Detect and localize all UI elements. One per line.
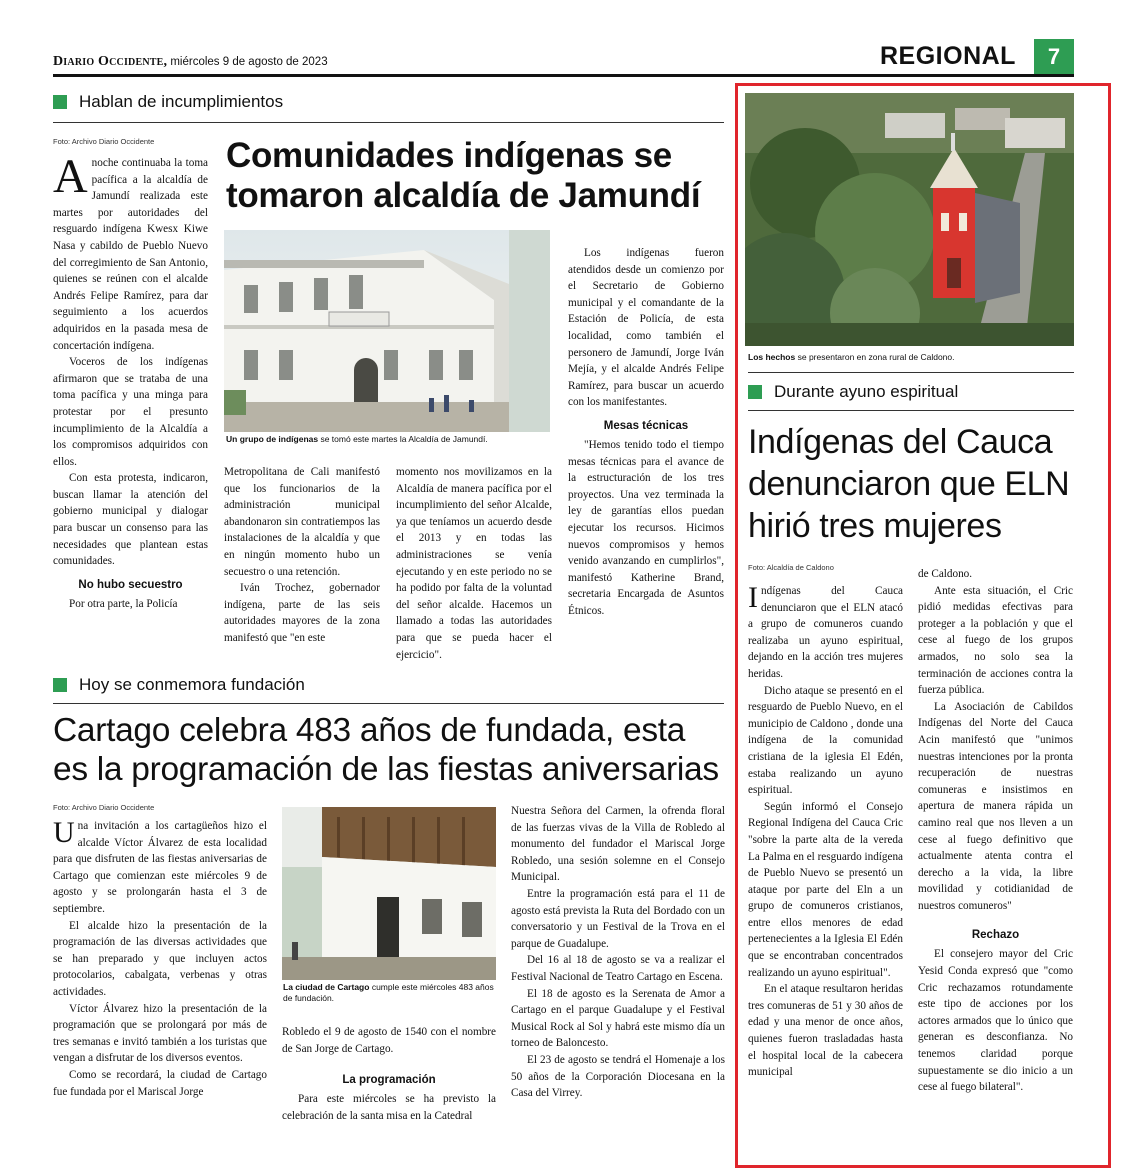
kicker-rule	[748, 372, 1074, 373]
body-text: noche continuaba la toma pacífica a la alcaldía de Jamundí realizada este martes por autoridades del resguardo indígena Kwesx Kiwe Nasa y cabildo de Pueblo Nuevo del corregimiento de San Antonio, quienes se reúnen con el alcalde Andrés Felipe Ramírez, para dar seguimiento a los acuerdos adquiridos en la pasada mesa de concertación indígena.	[53, 157, 208, 352]
body-text: Para este miércoles se ha previsto la celebración de la santa misa en la Catedral	[282, 1093, 496, 1122]
photo-caption	[226, 434, 556, 445]
page-number-badge: 7	[1034, 39, 1074, 74]
drop-cap: U	[53, 816, 75, 849]
section-title: REGIONAL	[880, 42, 1016, 70]
body-text: Entre la programación está para el 11 de agosto está prevista la Ruta del Bordado con un conversatorio y un Festival de la Trova en el parque de Guadalupe.	[511, 887, 725, 950]
green-square-icon	[748, 385, 762, 399]
kicker-rule	[53, 122, 724, 123]
kicker-rule	[53, 703, 724, 704]
body-text: El 23 de agosto se tendrá el Homenaje a los 50 años de la Corporación Diocesana en la Casa del Virrey.	[511, 1053, 725, 1100]
kicker-text: Hoy se conmemora fundación	[79, 675, 305, 694]
subheading: La programación	[342, 1074, 436, 1087]
caption-lead: La ciudad de Cartago	[283, 982, 370, 992]
article1-col4	[568, 245, 724, 619]
green-square-icon	[53, 678, 67, 692]
article2-headline	[53, 712, 733, 789]
body-text: Metropolitana de Cali manifestó que los funcionarios de la administración municipal abandonaron sin contratiempos las instalaciones de la alcaldía y que en ningún momento hubo un secuestro o una retención.	[224, 466, 380, 578]
body-text: Del 16 al 18 de agosto se va a realizar el Festival Nacional de Teatro Cartago en Escena.	[511, 954, 725, 983]
body-text: Como se recordará, la ciudad de Cartago fue fundada por el Mariscal Jorge	[53, 1068, 267, 1098]
photo-credit: Foto: Alcaldía de Caldono	[748, 563, 834, 572]
article3-headline	[748, 421, 1088, 547]
green-square-icon	[53, 95, 67, 109]
drop-cap: A	[53, 150, 88, 203]
body-text: Voceros de los indígenas afirmaron que se trataba de una toma pacífica y una minga para protestar por el presunto incumplimiento de la Alcaldía a los compromisos adquiridos con ellos.	[53, 356, 208, 468]
body-text: "Hemos tenido todo el tiempo mesas técnicas para el avance de la estructuración de los tres proyectos. Una vez terminada la ley de garantías ellos puedan ejecutar los recursos. Hicimos nuevos compromisos y hemos venido avanzando en cumplirlos", manifestó Katherine Brand, secretaria Encargada de Asuntos Étnicos.	[568, 438, 724, 617]
newspaper-brand: Diario Occidente,	[53, 54, 168, 69]
headline-line: hirió tres mujeres	[748, 507, 1002, 545]
photo-credit: Foto: Archivo Diario Occidente	[53, 803, 155, 812]
kicker-rule	[748, 410, 1074, 411]
issue-date: miércoles 9 de agosto de 2023	[170, 56, 328, 68]
photo-credit: Foto: Archivo Diario Occidente	[53, 137, 155, 146]
body-text: Iván Trochez, gobernador indígena, parte de las seis autoridades mayores de la zona manifestó que "en este	[224, 582, 380, 644]
kicker-text: Durante ayuno espiritual	[774, 382, 959, 401]
cartago-street-photo	[282, 807, 496, 980]
article2-col3	[511, 803, 725, 1102]
article3-kicker	[748, 382, 958, 402]
headline-line: denunciaron que ELN	[748, 465, 1070, 503]
body-text: El 18 de agosto es la Serenata de Amor a Cartago en el parque Guadalupe y el Festival Musical Rock al Sol y habrá este mismo día un torneo de Baloncesto.	[511, 987, 725, 1050]
jamundi-alcaldia-photo	[224, 230, 550, 432]
body-text: Víctor Álvarez hizo la presentación de la programación que se prolongará por más de tres semanas e invitó también a los turistas que vengan a disfrutar de los diversos eventos.	[53, 1002, 267, 1065]
caption-lead: Un grupo de indígenas	[226, 434, 319, 444]
article2-col2	[282, 1024, 496, 1124]
body-text: Dicho ataque se presentó en el resguardo de Pueblo Nuevo, en el municipio de Caldono , donde una indígena de la comunidad cristiana de la iglesia El Edén, estaba realizando un ayuno espiritual.	[748, 684, 903, 797]
article3-col2	[918, 566, 1073, 1096]
caption-text: se tomó este martes la Alcaldía de Jamundí.	[320, 434, 488, 444]
headline-line: Comunidades indígenas se	[226, 136, 672, 175]
caption-text: se presentaron en zona rural de Caldono.	[797, 352, 955, 362]
body-text: ndígenas del Cauca denunciaron que el ELN atacó a grupo de comuneros cuando realizaba un ayuno espiritual, dejando en la acción tres mujeres heridas.	[748, 585, 903, 680]
photo-caption	[748, 352, 1078, 363]
caldono-church-photo	[745, 93, 1074, 346]
headline-line: tomaron alcaldía de Jamundí	[226, 176, 701, 216]
body-text: Robledo el 9 de agosto de 1540 con el nombre de San Jorge de Cartago.	[282, 1026, 496, 1055]
article1-col3	[396, 464, 552, 663]
subheading: Rechazo	[971, 929, 1020, 942]
body-text: Por otra parte, la Policía	[69, 597, 178, 610]
kicker-text: Hablan de incumplimientos	[79, 92, 284, 111]
photo-caption	[283, 982, 495, 1004]
body-text: Con esta protesta, indicaron, buscan llamar la atención del gobierno municipal y dialogar para buscar un consenso para las necesidades que plantean estas comunidades.	[53, 472, 208, 568]
header-rule	[53, 74, 1074, 77]
masthead	[53, 54, 328, 70]
article1-col1	[53, 150, 208, 612]
body-text: El alcalde hizo la presentación de la programación de las diversas actividades que se han preparado y que incluyen actos protocolarios, cabalgata, verbenas y otras actividades.	[53, 919, 267, 998]
article1-kicker	[53, 92, 283, 112]
body-text: na invitación a los cartagüeños hizo el alcalde Víctor Álvarez de esta localidad para que disfruten de las fiestas aniversarias de Cartago que comienzan este miércoles 9 de agosto y se prolongarán hasta el 3 de septiembre.	[53, 820, 267, 915]
body-text: Los indígenas fueron atendidos desde un comienzo por el Secretario de Gobierno municipal y el comandante de la Estación de Policía, de esta localidad, como también el personero de Jamundí, Jorge Iván Mejía, y el alcalde Andrés Felipe Ramírez, para buscar un acuerdo con los manifestantes.	[568, 247, 724, 409]
body-text: Ante esta situación, el Cric pidió medidas efectivas para proteger a la población y que el cese al fuego de los grupos armados, no solo sea la terminación de acciones contra la fuerza pública.	[918, 584, 1073, 697]
drop-cap: I	[748, 581, 758, 614]
subheading: No hubo secuestro	[78, 578, 183, 591]
subheading: Mesas técnicas	[603, 419, 689, 432]
article3-col1	[748, 583, 903, 1081]
body-text: Nuestra Señora del Carmen, la ofrenda floral de las fuerzas vivas de la Villa de Robledo al monumento del fundador el Mariscal Jorge Robledo, una sesión solemne en el Consejo Municipal.	[511, 805, 725, 884]
headline-line: Indígenas del Cauca	[748, 423, 1053, 461]
body-text: Según informó el Consejo Regional Indígena del Cauca Cric "sobre la parte alta de la vereda La Palma en el resguardo indígena de Pueblo Nuevo se presentó un ataque por parte del Eln a un grupo de comuneros cristianos, entre ellos menores de edad pertenecientes a la Iglesia El Edén que se encontraban concentrados realizando un ayuno espiritual".	[748, 800, 904, 979]
body-text: En el ataque resultaron heridas tres comuneras de 51 y 30 años de edad y una menor de once años, quienes fueron trasladadas hasta el hospital local de la cabecera municipal	[748, 983, 903, 1079]
body-text: de Caldono.	[918, 568, 973, 580]
article1-col2	[224, 464, 380, 647]
body-text: La Asociación de Cabildos Indígenas del Norte del Cauca Acin manifestó que "unimos nuestras intenciones por la pronta recuperación de nuestras comuneras e insistimos en apertura de manera rápida un camino real que nos lleven a un cese al fuego definitivo que actualmente atenta contra el derecho a la vida, la libre movilidad y cotidianidad de nuestros comuneros"	[918, 700, 1073, 912]
caption-lead: Los hechos	[748, 352, 796, 362]
article1-headline	[226, 136, 726, 217]
body-text: El consejero mayor del Cric Yesid Conda expresó que "como Cric rechazamos rotundamente este tipo de acciones por los actores armados que lo único que generan es desconfianza. No tenemos claridad porque supuestamente se dio inicio a un cese al fuego bilateral".	[918, 948, 1073, 1094]
headline-line: es la programación de las fiestas aniversarias	[53, 750, 719, 788]
caption-text: cumple este miércoles 483 años de fundación.	[283, 982, 494, 1003]
headline-line: Cartago celebra 483 años de fundada, esta	[53, 712, 686, 749]
article2-col1	[53, 818, 267, 1100]
article2-kicker	[53, 675, 305, 695]
body-text: momento nos movilizamos en la Alcaldía de manera pacífica por el incumplimiento del señor Alcalde, ya que teníamos un acuerdo desde el 2013 y en todas las administraciones se venía ejecutando y en este periodo no se ha podido por falta de la voluntad del señor alcalde. Hacemos un llamado a todas las autoridades para que se pueda hacer el ejercicio".	[396, 466, 552, 661]
